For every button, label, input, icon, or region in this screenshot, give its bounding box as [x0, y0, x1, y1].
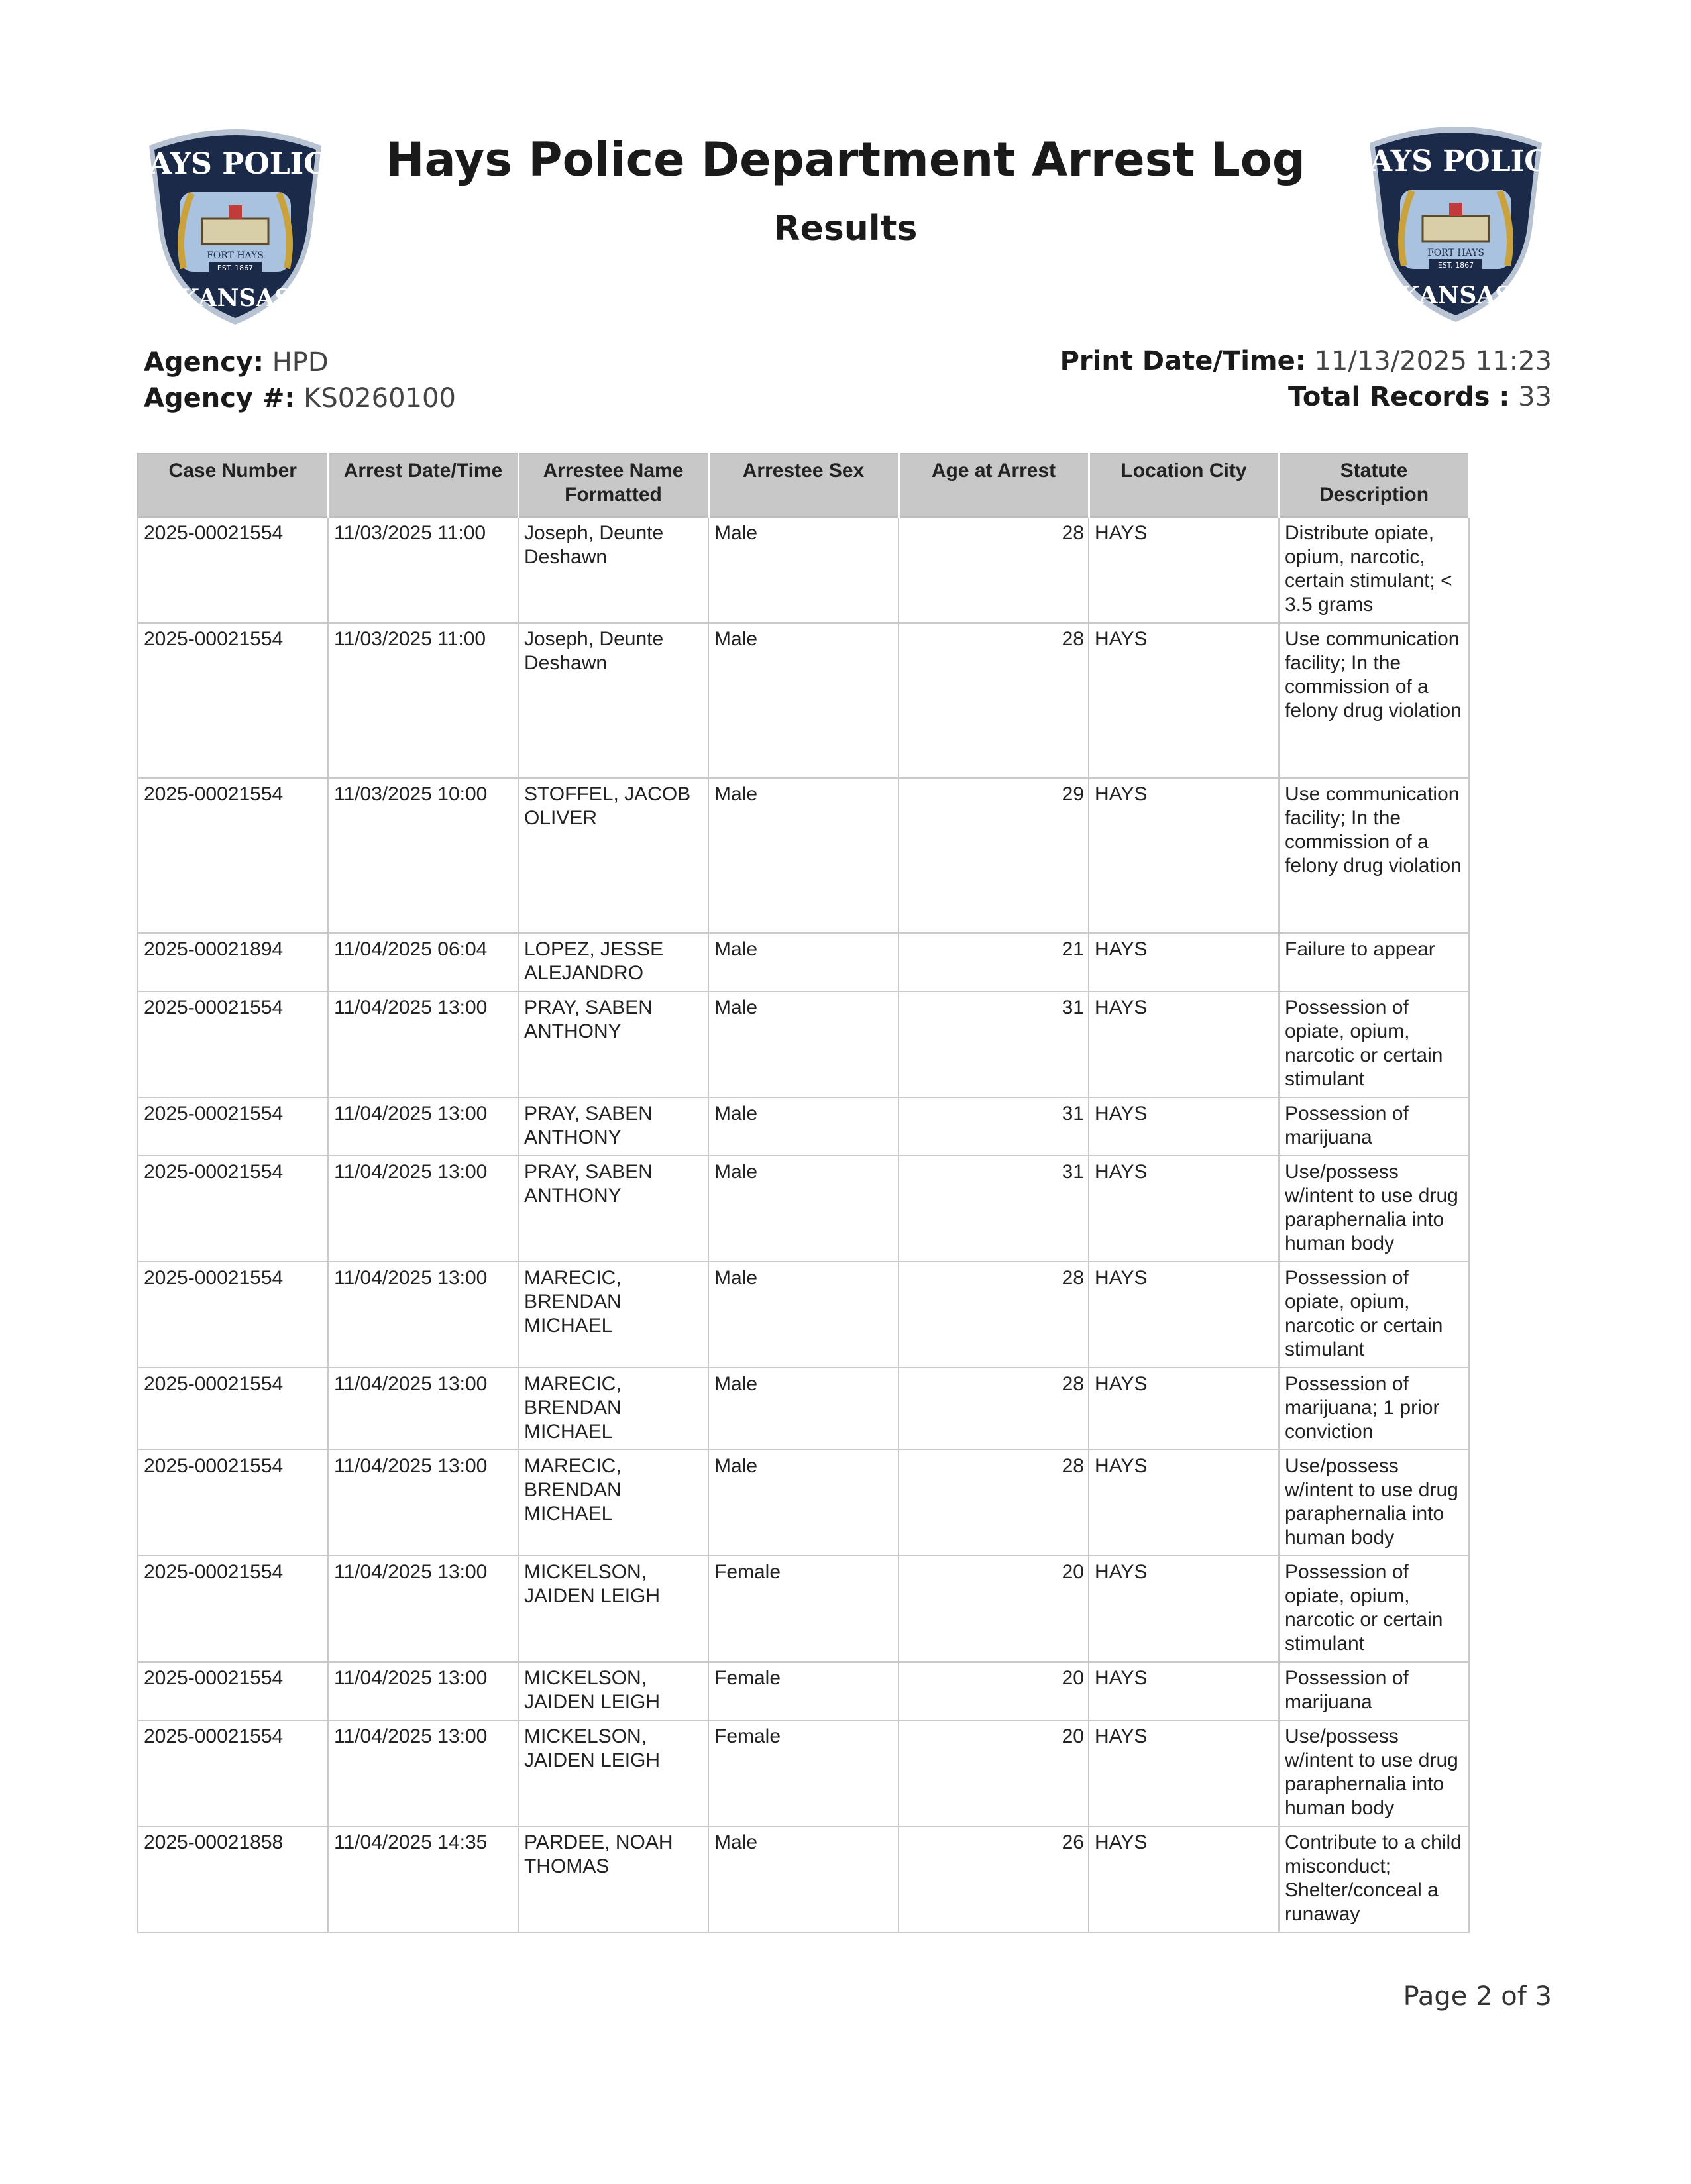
- case-number-cell: 2025-00021554: [138, 1720, 328, 1826]
- arrest-datetime-cell: 11/03/2025 11:00: [328, 623, 518, 778]
- page-title: Hays Police Department Arrest Log: [385, 133, 1306, 187]
- case-number-cell: 2025-00021554: [138, 1097, 328, 1156]
- arrest-datetime-cell: 11/04/2025 13:00: [328, 1097, 518, 1156]
- location-city-cell: HAYS: [1089, 1720, 1279, 1826]
- arrestee-name-cell: Joseph, Deunte Deshawn: [518, 623, 708, 778]
- print-info: [1060, 343, 1552, 415]
- age-cell: 28: [899, 517, 1089, 623]
- age-cell: 26: [899, 1826, 1089, 1932]
- statute-description-cell: Use/possess w/intent to use drug paraphernalia into human body: [1279, 1720, 1469, 1826]
- arrestee-name-cell: MARECIC, BRENDAN MICHAEL: [518, 1368, 708, 1450]
- table-header-row: [138, 453, 1469, 517]
- arrestee-name-cell: Joseph, Deunte Deshawn: [518, 517, 708, 623]
- age-cell: 31: [899, 991, 1089, 1097]
- location-city-cell: HAYS: [1089, 933, 1279, 991]
- column-header: Age at Arrest: [899, 453, 1089, 517]
- case-number-cell: 2025-00021554: [138, 991, 328, 1097]
- location-city-cell: HAYS: [1089, 1156, 1279, 1262]
- arrestee-sex-cell: Male: [708, 1368, 899, 1450]
- table-row: [138, 1368, 1469, 1450]
- statute-description-cell: Possession of marijuana: [1279, 1097, 1469, 1156]
- location-city-cell: HAYS: [1089, 1662, 1279, 1720]
- badge-est-text: EST. 1867: [1437, 261, 1474, 270]
- column-header: Location City: [1089, 453, 1279, 517]
- table-row: [138, 1826, 1469, 1932]
- arrestee-name-cell: MARECIC, BRENDAN MICHAEL: [518, 1262, 708, 1368]
- age-cell: 28: [899, 1368, 1089, 1450]
- case-number-cell: 2025-00021554: [138, 1368, 328, 1450]
- age-cell: 20: [899, 1662, 1089, 1720]
- arrestee-name-cell: PRAY, SABEN ANTHONY: [518, 1097, 708, 1156]
- statute-description-cell: Possession of opiate, opium, narcotic or certain stimulant: [1279, 991, 1469, 1097]
- age-cell: 31: [899, 1156, 1089, 1262]
- agency-info: [144, 345, 456, 416]
- table-row: [138, 1662, 1469, 1720]
- agency-number-label: Agency #:: [144, 383, 296, 413]
- arrestee-sex-cell: Male: [708, 778, 899, 933]
- age-cell: 28: [899, 1262, 1089, 1368]
- arrestee-sex-cell: Female: [708, 1556, 899, 1662]
- statute-description-cell: Failure to appear: [1279, 933, 1469, 991]
- statute-description-cell: Possession of marijuana; 1 prior conviction: [1279, 1368, 1469, 1450]
- badge-bottom-text: KANSAS: [178, 284, 292, 312]
- arrest-log-table: [137, 453, 1470, 1933]
- case-number-cell: 2025-00021554: [138, 1450, 328, 1556]
- case-number-cell: 2025-00021554: [138, 778, 328, 933]
- arrestee-sex-cell: Male: [708, 933, 899, 991]
- badge-building-text: FORT HAYS: [207, 250, 264, 261]
- location-city-cell: HAYS: [1089, 1262, 1279, 1368]
- age-cell: 20: [899, 1720, 1089, 1826]
- location-city-cell: HAYS: [1089, 517, 1279, 623]
- arrestee-name-cell: MICKELSON, JAIDEN LEIGH: [518, 1720, 708, 1826]
- case-number-cell: 2025-00021554: [138, 517, 328, 623]
- age-cell: 29: [899, 778, 1089, 933]
- table-row: [138, 1450, 1469, 1556]
- arrestee-name-cell: PARDEE, NOAH THOMAS: [518, 1826, 708, 1932]
- arrestee-sex-cell: Male: [708, 1156, 899, 1262]
- arrestee-sex-cell: Male: [708, 1097, 899, 1156]
- case-number-cell: 2025-00021554: [138, 1156, 328, 1262]
- age-cell: 31: [899, 1097, 1089, 1156]
- arrest-datetime-cell: 11/03/2025 11:00: [328, 517, 518, 623]
- agency-value: HPD: [272, 347, 329, 378]
- statute-description-cell: Possession of marijuana: [1279, 1662, 1469, 1720]
- table-row: [138, 991, 1469, 1097]
- case-number-cell: 2025-00021554: [138, 1662, 328, 1720]
- total-records-value: 33: [1518, 382, 1552, 412]
- age-cell: 28: [899, 623, 1089, 778]
- location-city-cell: HAYS: [1089, 778, 1279, 933]
- page-subtitle: Results: [773, 209, 918, 248]
- arrestee-name-cell: LOPEZ, JESSE ALEJANDRO: [518, 933, 708, 991]
- table-row: [138, 933, 1469, 991]
- arrestee-sex-cell: Male: [708, 623, 899, 778]
- statute-description-cell: Distribute opiate, opium, narcotic, certain stimulant; < 3.5 grams: [1279, 517, 1469, 623]
- badge-bottom-text: KANSAS: [1399, 282, 1513, 309]
- arrest-datetime-cell: 11/04/2025 13:00: [328, 991, 518, 1097]
- total-records-label: Total Records :: [1287, 382, 1510, 412]
- arrestee-sex-cell: Female: [708, 1662, 899, 1720]
- case-number-cell: 2025-00021554: [138, 1262, 328, 1368]
- arrestee-sex-cell: Male: [708, 1450, 899, 1556]
- age-cell: 21: [899, 933, 1089, 991]
- case-number-cell: 2025-00021554: [138, 1556, 328, 1662]
- column-header: Arrest Date/Time: [328, 453, 518, 517]
- arrest-datetime-cell: 11/03/2025 10:00: [328, 778, 518, 933]
- badge-top-text: HAYS POLICE: [1342, 144, 1570, 178]
- arrestee-name-cell: PRAY, SABEN ANTHONY: [518, 1156, 708, 1262]
- arrest-datetime-cell: 11/04/2025 13:00: [328, 1556, 518, 1662]
- print-datetime-label: Print Date/Time:: [1060, 346, 1306, 376]
- agency-label: Agency:: [144, 347, 264, 378]
- arrestee-sex-cell: Female: [708, 1720, 899, 1826]
- location-city-cell: HAYS: [1089, 623, 1279, 778]
- arrestee-sex-cell: Male: [708, 991, 899, 1097]
- arrestee-sex-cell: Male: [708, 1262, 899, 1368]
- case-number-cell: 2025-00021894: [138, 933, 328, 991]
- location-city-cell: HAYS: [1089, 1450, 1279, 1556]
- badge-est-text: EST. 1867: [217, 264, 254, 272]
- table-row: [138, 1097, 1469, 1156]
- statute-description-cell: Possession of opiate, opium, narcotic or certain stimulant: [1279, 1556, 1469, 1662]
- statute-description-cell: Use communication facility; In the commission of a felony drug violation: [1279, 623, 1469, 778]
- table-row: [138, 1556, 1469, 1662]
- column-header: Arrestee Name Formatted: [518, 453, 708, 517]
- column-header: Arrestee Sex: [708, 453, 899, 517]
- arrest-datetime-cell: 11/04/2025 13:00: [328, 1262, 518, 1368]
- arrest-datetime-cell: 11/04/2025 13:00: [328, 1368, 518, 1450]
- arrestee-sex-cell: Male: [708, 517, 899, 623]
- print-datetime-value: 11/13/2025 11:23: [1314, 346, 1552, 376]
- column-header: Statute Description: [1279, 453, 1469, 517]
- arrest-datetime-cell: 11/04/2025 13:00: [328, 1720, 518, 1826]
- age-cell: 20: [899, 1556, 1089, 1662]
- table-row: [138, 517, 1469, 623]
- statute-description-cell: Contribute to a child misconduct; Shelter/conceal a runaway: [1279, 1826, 1469, 1932]
- arrest-datetime-cell: 11/04/2025 13:00: [328, 1662, 518, 1720]
- arrestee-name-cell: MICKELSON, JAIDEN LEIGH: [518, 1662, 708, 1720]
- location-city-cell: HAYS: [1089, 991, 1279, 1097]
- arrest-datetime-cell: 11/04/2025 13:00: [328, 1156, 518, 1262]
- column-header: Case Number: [138, 453, 328, 517]
- table-row: [138, 1262, 1469, 1368]
- arrest-datetime-cell: 11/04/2025 06:04: [328, 933, 518, 991]
- table-row: [138, 1156, 1469, 1262]
- arrestee-sex-cell: Male: [708, 1826, 899, 1932]
- page-number: Page 2 of 3: [1403, 1981, 1552, 2012]
- case-number-cell: 2025-00021858: [138, 1826, 328, 1932]
- location-city-cell: HAYS: [1089, 1826, 1279, 1932]
- badge-building-text: FORT HAYS: [1427, 248, 1484, 258]
- arrestee-name-cell: STOFFEL, JACOB OLIVER: [518, 778, 708, 933]
- location-city-cell: HAYS: [1089, 1556, 1279, 1662]
- statute-description-cell: Possession of opiate, opium, narcotic or certain stimulant: [1279, 1262, 1469, 1368]
- case-number-cell: 2025-00021554: [138, 623, 328, 778]
- arrest-datetime-cell: 11/04/2025 14:35: [328, 1826, 518, 1932]
- table-row: [138, 1720, 1469, 1826]
- table-body: [138, 517, 1469, 1932]
- badge-top-text: HAYS POLICE: [121, 147, 349, 181]
- table-row: [138, 623, 1469, 778]
- table-row: [138, 778, 1469, 933]
- arrestee-name-cell: PRAY, SABEN ANTHONY: [518, 991, 708, 1097]
- arrest-datetime-cell: 11/04/2025 13:00: [328, 1450, 518, 1556]
- statute-description-cell: Use/possess w/intent to use drug paraphernalia into human body: [1279, 1156, 1469, 1262]
- age-cell: 28: [899, 1450, 1089, 1556]
- statute-description-cell: Use/possess w/intent to use drug paraphernalia into human body: [1279, 1450, 1469, 1556]
- arrestee-name-cell: MICKELSON, JAIDEN LEIGH: [518, 1556, 708, 1662]
- location-city-cell: HAYS: [1089, 1097, 1279, 1156]
- location-city-cell: HAYS: [1089, 1368, 1279, 1450]
- statute-description-cell: Use communication facility; In the commission of a felony drug violation: [1279, 778, 1469, 933]
- agency-number-value: KS0260100: [303, 383, 456, 413]
- arrestee-name-cell: MARECIC, BRENDAN MICHAEL: [518, 1450, 708, 1556]
